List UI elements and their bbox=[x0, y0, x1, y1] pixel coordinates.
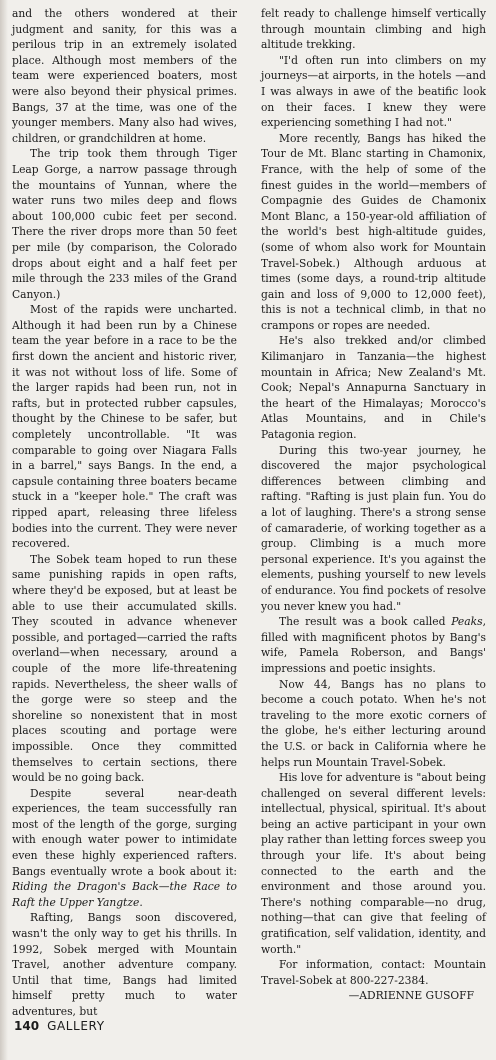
paragraph-text: . bbox=[139, 895, 143, 909]
page-number: 140 bbox=[14, 1019, 40, 1033]
paragraph bbox=[12, 6, 237, 146]
paragraph-text: During this two-year journey, he discovered the major psychological differences between climbing and rafting. "Rafting is just plain fun. You do a lot of laughing. There's a strong sense of camaraderie, of working together as a group. Climbing is a much more personal experience. It's you against the elements, pushing yourself to new levels of endurance. You find pockets of resolve you never knew you had." bbox=[261, 443, 486, 613]
paragraph bbox=[261, 6, 486, 53]
paragraph bbox=[261, 53, 486, 131]
paragraph bbox=[12, 910, 237, 1019]
paragraph-text: Rafting, Bangs soon discovered, wasn't the only way to get his thrills. In 1992, Sobek merged with Mountain Travel, another adventure company. Until that time, Bangs had limited himself pretty much to water adventures, but bbox=[12, 911, 237, 1018]
paragraph bbox=[12, 786, 237, 911]
article-body bbox=[12, 6, 486, 1020]
right-column bbox=[261, 6, 486, 1020]
paragraph bbox=[261, 957, 486, 988]
paragraph bbox=[261, 443, 486, 615]
paragraph-text: felt ready to challenge himself vertically through mountain climbing and high altitude trekking. bbox=[261, 7, 486, 52]
paragraph-text: "I'd often run into climbers on my journeys—at airports, in the hotels —and I was always in awe of the beatific look on their faces. I knew they were experiencing something I had not." bbox=[261, 53, 486, 130]
paragraph-text: More recently, Bangs has hiked the Tour de Mt. Blanc starting in Chamonix, France, with the help of some of the finest guides in the world—members of Compagnie des Guides de Chamonix Mont Blanc, a 150-year-old affiliation of the world's best high-altitude guides, (some of whom also work for Mountain Travel-Sobek.) Although arduous at times (some days, a round-trip altitude gain and loss of 9,000 to 12,000 feet), this is not a technical climb, in that no crampons or ropes are needed. bbox=[261, 131, 486, 332]
left-column bbox=[12, 6, 237, 1020]
paragraph bbox=[261, 131, 486, 334]
paragraph bbox=[12, 146, 237, 302]
binding-shadow bbox=[0, 0, 8, 1060]
paragraph-text: Despite several near-death experiences, the team successfully ran most of the length of the gorge, surging with enough water power to intimidate even these highly experienced rafters. Bangs eventually wrote a book about it: bbox=[12, 786, 237, 878]
paragraph-text: , filled with magnificent photos by Bang's wife, Pamela Roberson, and Bangs' impressions and poetic insights. bbox=[261, 615, 486, 675]
byline: —ADRIENNE GUSOFF bbox=[348, 989, 474, 1003]
paragraph-text: Now 44, Bangs has no plans to become a couch potato. When he's not traveling to the more exotic corners of the globe, he's either lecturing around the U.S. or back in California where he helps run Mountain Travel-Sobek. bbox=[261, 677, 486, 769]
paragraph bbox=[261, 677, 486, 771]
paragraph-text: The result was a book called bbox=[279, 615, 446, 629]
paragraph bbox=[261, 614, 486, 676]
paragraph-text: and the others wondered at their judgment and sanity, for this was a perilous trip in an extremely isolated place. Although most members of the team were experienced boaters, most were also beyond their physical primes. Bangs, 37 at the time, was one of the younger members. Many also had wives, children, or grandchildren at home. bbox=[12, 7, 237, 145]
paragraph-text: The trip took them through Tiger Leap Gorge, a narrow passage through the mountains of Yunnan, where the water runs two miles deep and flows about 100,000 cubic feet per second. There the river drops more than 50 feet per mile (by comparison, the Colorado drops about eight and a half feet per mile through the 233 miles of the Grand Canyon.) bbox=[12, 147, 237, 301]
page-footer bbox=[14, 1019, 105, 1033]
paragraph-text: For information, contact: Mountain Travel-Sobek at 800-227-2384. bbox=[261, 958, 486, 987]
paragraph bbox=[12, 552, 237, 786]
book-title: Peaks bbox=[451, 615, 483, 629]
paragraph bbox=[261, 333, 486, 442]
paragraph-text: His love for adventure is "about being challenged on several different levels: intellectual, physical, spiritual. It's about being an active participant in your own play rather than letting forces sweep you through your life. It's about being connected to the earth and the environment and those around you. There's nothing comparable—no drug, nothing—that can give that feeling of gratification, self validation, identity, and worth." bbox=[261, 771, 486, 956]
paragraph-text: The Sobek team hoped to run these same punishing rapids in open rafts, where they'd be exposed, but at least be able to use their accumulated skills. They scouted in advance whenever possible, and portaged—carried the rafts overland—when necessary, around a couple of the more life-threatening rapids. Nevertheless, the sheer walls of the gorge were so steep and the shoreline so nonexistent that in most places scouting and portage were impossible. Once they committed themselves to certain sections, there would be no going back. bbox=[12, 552, 237, 785]
paragraph bbox=[12, 302, 237, 552]
paragraph bbox=[261, 770, 486, 957]
paragraph-text: He's also trekked and/or climbed Kilimanjaro in Tanzania—the highest mountain in Africa; New Zealand's Mt. Cook; Nepal's Annapurna Sanctuary in the heart of the Himalayas; Morocco's Atlas Mountains, and in Chile's Patagonia region. bbox=[261, 334, 486, 442]
magazine-name: GALLERY bbox=[47, 1019, 105, 1033]
book-title: Riding the Dragon's Back—the Race to Raft the Upper Yangtze bbox=[12, 880, 237, 909]
paragraph-text: Most of the rapids were uncharted. Although it had been run by a Chinese team the year before in a race to be the first down the ancient and historic river, it was not without loss of life. Some of the larger rapids had been run, not in rafts, but in protected rubber capsules, thought by the Chinese to be safer, but completely uncontrollable. "It was comparable to going over Niagara Falls in a barrel," says Bangs. In the end, a capsule containing three boaters became stuck in a "keeper hole." The craft was ripped apart, releasing three lifeless bodies into the current. They were never recovered. bbox=[12, 303, 237, 551]
